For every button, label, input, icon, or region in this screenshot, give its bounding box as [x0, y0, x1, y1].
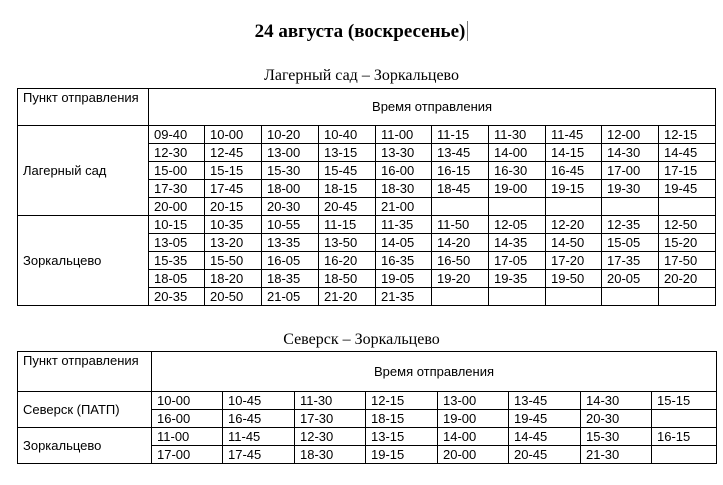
- departure-time-cell: 21-00: [376, 198, 432, 216]
- stop-name: Зоркальцево: [18, 216, 149, 306]
- departure-time-cell: 17-00: [152, 446, 223, 464]
- departure-time-cell: 19-30: [602, 180, 659, 198]
- departure-time-cell: 10-00: [152, 392, 223, 410]
- departure-time-cell: 14-20: [432, 234, 489, 252]
- departure-time-cell: 18-30: [376, 180, 432, 198]
- departure-time-cell: 18-15: [319, 180, 376, 198]
- departure-time-cell: 14-45: [659, 144, 716, 162]
- departure-time-cell: 13-00: [262, 144, 319, 162]
- departure-time-cell: [652, 410, 717, 428]
- stop-name: Зоркальцево: [18, 428, 152, 464]
- table-row: [18, 392, 717, 410]
- departure-time-cell: 19-15: [546, 180, 602, 198]
- departure-time-cell: 17-15: [659, 162, 716, 180]
- departure-time-cell: 12-15: [659, 126, 716, 144]
- table-row: [18, 216, 716, 234]
- departure-time-cell: 12-20: [546, 216, 602, 234]
- departure-time-cell: [659, 198, 716, 216]
- departure-time-cell: 16-20: [319, 252, 376, 270]
- header-departure-time: Время отправления: [149, 89, 716, 126]
- departure-time-cell: 15-20: [659, 234, 716, 252]
- schedule-table-2: [17, 351, 717, 464]
- departure-time-cell: [489, 288, 546, 306]
- departure-time-cell: 19-05: [376, 270, 432, 288]
- departure-time-cell: 16-45: [223, 410, 295, 428]
- departure-time-cell: 17-35: [602, 252, 659, 270]
- schedule-table-1: [17, 88, 716, 306]
- departure-time-cell: 16-15: [432, 162, 489, 180]
- departure-time-cell: 21-35: [376, 288, 432, 306]
- page-title: [0, 20, 723, 44]
- page-title-text: 24 августа (воскресенье): [254, 21, 466, 42]
- departure-time-cell: 14-00: [438, 428, 509, 446]
- departure-time-cell: 20-45: [319, 198, 376, 216]
- departure-time-cell: 18-30: [295, 446, 366, 464]
- departure-time-cell: 17-05: [489, 252, 546, 270]
- table2-caption: Северск – Зоркальцево: [283, 331, 440, 348]
- departure-time-cell: [489, 198, 546, 216]
- departure-time-cell: 19-45: [509, 410, 581, 428]
- departure-time-cell: 10-40: [319, 126, 376, 144]
- departure-time-cell: 18-35: [262, 270, 319, 288]
- departure-time-cell: 13-05: [149, 234, 205, 252]
- departure-time-cell: 15-45: [319, 162, 376, 180]
- departure-time-cell: [659, 288, 716, 306]
- departure-time-cell: 17-45: [205, 180, 262, 198]
- departure-time-cell: 10-00: [205, 126, 262, 144]
- departure-time-cell: 10-55: [262, 216, 319, 234]
- departure-time-cell: 18-20: [205, 270, 262, 288]
- header-departure-point: Пункт отправления: [18, 89, 149, 126]
- departure-time-cell: 14-05: [376, 234, 432, 252]
- departure-time-cell: 14-30: [581, 392, 652, 410]
- departure-time-cell: 10-20: [262, 126, 319, 144]
- table1-caption: Лагерный сад – Зоркальцево: [264, 67, 459, 84]
- departure-time-cell: 13-15: [366, 428, 438, 446]
- departure-time-cell: 16-15: [652, 428, 717, 446]
- departure-time-cell: 20-20: [659, 270, 716, 288]
- departure-time-cell: 17-30: [149, 180, 205, 198]
- departure-time-cell: 21-20: [319, 288, 376, 306]
- departure-time-cell: 20-30: [262, 198, 319, 216]
- departure-time-cell: 14-15: [546, 144, 602, 162]
- departure-time-cell: 18-15: [366, 410, 438, 428]
- departure-time-cell: 21-05: [262, 288, 319, 306]
- departure-time-cell: 13-30: [376, 144, 432, 162]
- departure-time-cell: 11-30: [295, 392, 366, 410]
- departure-time-cell: 15-35: [149, 252, 205, 270]
- departure-time-cell: 15-05: [602, 234, 659, 252]
- departure-time-cell: 10-35: [205, 216, 262, 234]
- departure-time-cell: 13-50: [319, 234, 376, 252]
- departure-time-cell: [602, 288, 659, 306]
- departure-time-cell: 19-00: [438, 410, 509, 428]
- departure-time-cell: 11-15: [319, 216, 376, 234]
- departure-time-cell: 11-45: [546, 126, 602, 144]
- departure-time-cell: 16-05: [262, 252, 319, 270]
- departure-time-cell: 13-20: [205, 234, 262, 252]
- departure-time-cell: 12-30: [149, 144, 205, 162]
- departure-time-cell: 11-00: [376, 126, 432, 144]
- table-row: [18, 126, 716, 144]
- departure-time-cell: [432, 198, 489, 216]
- departure-time-cell: 20-15: [205, 198, 262, 216]
- departure-time-cell: 17-50: [659, 252, 716, 270]
- departure-time-cell: 11-45: [223, 428, 295, 446]
- departure-time-cell: 20-00: [149, 198, 205, 216]
- departure-time-cell: [432, 288, 489, 306]
- departure-time-cell: 20-45: [509, 446, 581, 464]
- departure-time-cell: 13-45: [509, 392, 581, 410]
- departure-time-cell: 10-45: [223, 392, 295, 410]
- departure-time-cell: 20-50: [205, 288, 262, 306]
- departure-time-cell: 12-00: [602, 126, 659, 144]
- departure-time-cell: 18-05: [149, 270, 205, 288]
- departure-time-cell: [546, 198, 602, 216]
- departure-time-cell: 11-35: [376, 216, 432, 234]
- departure-time-cell: 15-15: [205, 162, 262, 180]
- departure-time-cell: 09-40: [149, 126, 205, 144]
- departure-time-cell: 16-35: [376, 252, 432, 270]
- departure-time-cell: 15-00: [149, 162, 205, 180]
- header-row: [18, 352, 717, 392]
- departure-time-cell: 18-00: [262, 180, 319, 198]
- departure-time-cell: 17-20: [546, 252, 602, 270]
- departure-time-cell: 14-00: [489, 144, 546, 162]
- departure-time-cell: 12-50: [659, 216, 716, 234]
- departure-time-cell: 19-20: [432, 270, 489, 288]
- departure-time-cell: 15-30: [262, 162, 319, 180]
- stop-name: Лагерный сад: [18, 126, 149, 216]
- header-departure-time: Время отправления: [152, 352, 717, 392]
- header-row: [18, 89, 716, 126]
- departure-time-cell: 18-45: [432, 180, 489, 198]
- text-cursor: [467, 21, 468, 41]
- departure-time-cell: 13-45: [432, 144, 489, 162]
- departure-time-cell: 19-00: [489, 180, 546, 198]
- departure-time-cell: 13-00: [438, 392, 509, 410]
- departure-time-cell: 16-50: [432, 252, 489, 270]
- departure-time-cell: 16-00: [152, 410, 223, 428]
- departure-time-cell: 14-50: [546, 234, 602, 252]
- departure-time-cell: 12-35: [602, 216, 659, 234]
- header-departure-point: Пункт отправления: [18, 352, 152, 392]
- departure-time-cell: 14-30: [602, 144, 659, 162]
- departure-time-cell: 12-30: [295, 428, 366, 446]
- departure-time-cell: 20-30: [581, 410, 652, 428]
- departure-time-cell: [652, 446, 717, 464]
- departure-time-cell: 16-30: [489, 162, 546, 180]
- departure-time-cell: 21-30: [581, 446, 652, 464]
- table-row: [18, 428, 717, 446]
- departure-time-cell: 15-50: [205, 252, 262, 270]
- departure-time-cell: 11-15: [432, 126, 489, 144]
- departure-time-cell: 12-45: [205, 144, 262, 162]
- departure-time-cell: 14-35: [489, 234, 546, 252]
- departure-time-cell: 12-05: [489, 216, 546, 234]
- departure-time-cell: 10-15: [149, 216, 205, 234]
- departure-time-cell: [546, 288, 602, 306]
- departure-time-cell: 20-35: [149, 288, 205, 306]
- departure-time-cell: 19-50: [546, 270, 602, 288]
- departure-time-cell: 11-50: [432, 216, 489, 234]
- departure-time-cell: 13-35: [262, 234, 319, 252]
- departure-time-cell: 16-00: [376, 162, 432, 180]
- departure-time-cell: 16-45: [546, 162, 602, 180]
- departure-time-cell: 18-50: [319, 270, 376, 288]
- departure-time-cell: 14-45: [509, 428, 581, 446]
- departure-time-cell: 15-30: [581, 428, 652, 446]
- departure-time-cell: 13-15: [319, 144, 376, 162]
- departure-time-cell: 11-30: [489, 126, 546, 144]
- departure-time-cell: 20-05: [602, 270, 659, 288]
- departure-time-cell: 17-00: [602, 162, 659, 180]
- departure-time-cell: 19-15: [366, 446, 438, 464]
- departure-time-cell: 20-00: [438, 446, 509, 464]
- departure-time-cell: 11-00: [152, 428, 223, 446]
- departure-time-cell: 17-45: [223, 446, 295, 464]
- departure-time-cell: [602, 198, 659, 216]
- stop-name: Северск (ПАТП): [18, 392, 152, 428]
- departure-time-cell: 19-35: [489, 270, 546, 288]
- departure-time-cell: 19-45: [659, 180, 716, 198]
- departure-time-cell: 17-30: [295, 410, 366, 428]
- departure-time-cell: 15-15: [652, 392, 717, 410]
- departure-time-cell: 12-15: [366, 392, 438, 410]
